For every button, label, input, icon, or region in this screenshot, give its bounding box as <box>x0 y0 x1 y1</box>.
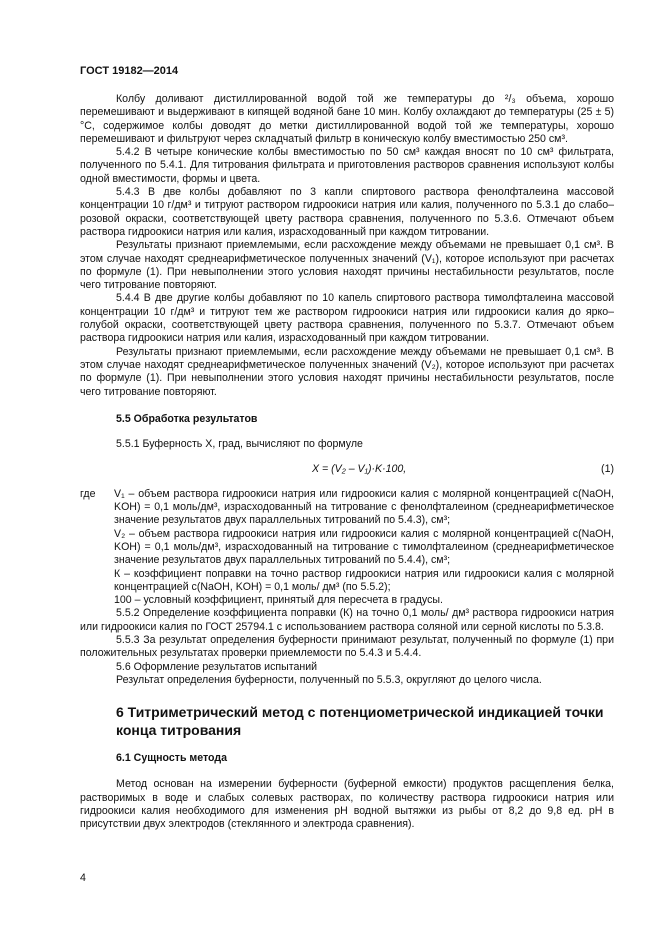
paragraph-5-4-2: 5.4.2 В четыре конические колбы вместимостью по 50 см³ каждая вносят по 10 см³ фильтрата, полученного по 5.4.1. Для титрования фильтрата и приготовления растворов сравнения используют колбы одной вместимости, формы и цвета. <box>80 146 614 185</box>
where-label: где <box>80 487 96 500</box>
formula-number: (1) <box>601 463 614 476</box>
where-item: 100 – условный коэффициент, принятый для пересчета в градусы. <box>114 594 443 607</box>
page-body <box>80 0 614 925</box>
where-items <box>114 488 614 608</box>
paragraph: Результаты признают приемлемыми, если расхождение между объемами не превышает 0,1 см³. В этом случае находят среднеарифметическое полученных значений (V₁), которое используют при расчетах по формуле (1). При невыполнении этого условия находят причины нестабильности результатов, после чего титрование повторяют. <box>80 239 614 292</box>
paragraph-5-6-title: 5.6 Оформление результатов испытаний <box>116 660 318 673</box>
section-heading: 5.5 Обработка результатов <box>116 412 258 425</box>
paragraph-5-6-text: Результат определения буферности, полученный по 5.5.3, округляют до целого числа. <box>116 673 542 686</box>
paragraph-5-4-3: 5.4.3 В две колбы добавляют по 3 капли спиртового раствора фенолфталеина массовой концентрации 10 г/дм³ и титруют раствором гидроокиси натрия или калия, полученного по 5.3.1 до слабо–розовой окраски, соответствующей цвету раствора сравнения, полученного по 5.3.6. Отмечают объем раствора гидроокиси натрия или калия, израсходованный при каждом титровании. <box>80 186 614 238</box>
top-paragraphs <box>80 93 614 399</box>
paragraph-5-5-2: 5.5.2 Определение коэффициента поправки (К) на точно 0,1 моль/ дм³ раствора гидроокиси натрия или гидроокиси калия по ГОСТ 25794.1 с использованием раствора соляной или серной кислоты по 5.3.8. <box>80 607 614 633</box>
paragraph: Результаты признают приемлемыми, если расхождение между объемами не превышает 0,1 см³. В этом случае находят среднеарифметическое полученных значений (V₂), которое используют при расчетах по формуле (1). При невыполнении этого условия находят причины нестабильности результатов, после чего титрование повторяют. <box>80 345 614 398</box>
where-list <box>80 488 614 608</box>
section-6 <box>80 703 614 831</box>
paragraph-5-4-4: 5.4.4 В две другие колбы добавляют по 10 капель спиртового раствора тимолфталеина массовой концентрации 10 г/дм³ и титруют тем же раствором гидроокиси натрия или гидроокиси калия до ярко–голубой окраски, соответствующей цвету раствора сравнения, полученного по 5.3.7. Отмечают объем раствора гидроокиси натрия или калия, израсходованный при каждом титровании. <box>80 292 614 345</box>
paragraph-5-5-3: 5.5.3 За результат определения буферности принимают результат, полученный по формуле (1) при положительных результатах проверки приемлемости по 5.4.3 и 5.4.4. <box>80 633 614 660</box>
where-item: V₁ – объем раствора гидроокиси натрия или гидроокиси калия с молярной концентрацией c(NaOH, KOH) = 0,1 моль/дм³, израсходованный на титрование с фенолфталеином (среднеарифметическое значение результатов двух параллельных титрований по 5.4.3), см³; <box>114 487 614 527</box>
formula-expression: X = (V₂ – V₁)·K·100, <box>312 463 407 476</box>
page-number: 4 <box>80 871 86 884</box>
section-heading: 6 Титриметрический метод с потенциометрической индикацией точки конца титрования <box>116 704 604 739</box>
where-item: К – коэффициент поправки на точно раствор гидроокиси натрия или гидроокиси калия с молярной концентрацией c(NaOH, KOH) = 0,1 моль/ дм³ (по 5.5.2); <box>114 567 614 593</box>
paragraph: Колбу доливают дистиллированной водой той же температуры до ²/₃ объема, хорошо перемешивают и выдерживают в кипящей водяной бане 10 мин. Колбу охлаждают до температуры (25 ± 5) °С, содержимое колбы доводят до метки дистиллированной водой той же температуры, хорошо перемешивают и фильтруют через складчатый фильтр в коническую колбу вместимостью 250 см³. <box>80 93 614 145</box>
paragraph-5-5-1: 5.5.1 Буферность X, град, вычисляют по формуле <box>116 438 363 451</box>
formula <box>80 463 614 476</box>
where-item: V₂ – объем раствора гидроокиси натрия или гидроокиси калия с молярной концентрацией c(NaOH, KOH) = 0,1 моль/дм³, израсходованный на титрование с тимолфталеином (среднеарифметическое значение результатов двух параллельных титрований по 5.4.4), см³; <box>114 527 614 567</box>
section-5-5 <box>80 413 614 687</box>
subsection-heading: 6.1 Сущность метода <box>116 752 228 765</box>
paragraph-6-1: Метод основан на измерении буферности (буферной емкости) продуктов расщепления белка, растворимых в воде и слабых солевых растворах, по количеству раствора гидроокиси натрия или гидроокиси калия необходимого для изменения pH водной вытяжки из рыбы от 8,2 до 9,8 ед. pH в присутствии двух электродов (стеклянного и электрода сравнения). <box>80 778 614 831</box>
document-header: ГОСТ 19182—2014 <box>80 65 179 77</box>
